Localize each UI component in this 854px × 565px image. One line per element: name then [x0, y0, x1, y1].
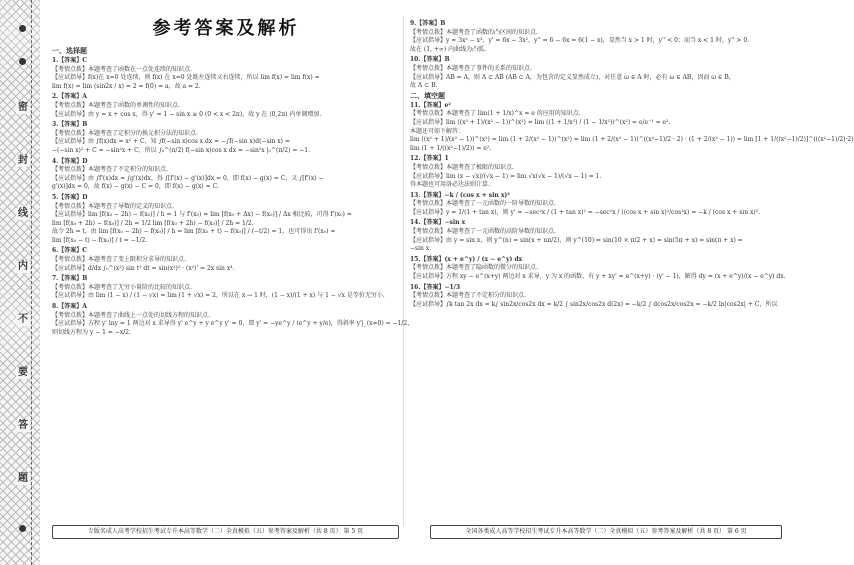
binding-char: 不 [18, 314, 28, 325]
text-line: g'(x)]dx = 0，故 f(x) − g(x) − C = 0，即 f(x) − g(x) = C. [52, 183, 219, 191]
binding-hole-dot [19, 525, 26, 532]
binding-margin [0, 0, 40, 565]
text-line: lim f(x) = lim (sin2x / x) = 2 = f(0) = a，故 a = 2. [52, 82, 201, 90]
answer-line: 15.【答案】(x + e^y) / (x − e^y) dx [410, 255, 523, 263]
text-line: 故 A ⊂ B. [410, 82, 438, 90]
explanation-line: 【应试指导】lim [f(x₀ − 2h) − f(x₀)] / h = 1 与 f'(x₀) = lim [f(x₀ + Δx) − f(x₀)] / Δx 相比较，可得 f'(x₀) = [52, 211, 352, 219]
answer-line: 12.【答案】1 [410, 155, 449, 163]
explanation-line: 【应试指导】y = 1/(1 + tan x)，则 y' = −sec²x / (1 + tan x)² = −sec²x / ((cos x + sin x)²/cos²x) = −k / (cos x + sin x)². [410, 208, 761, 216]
explanation-line: 【应试指导】由 lim (1 − x) / (1 − √x) = lim (1 + √x) = 2，所以在 x → 1 时，(1 − x)/(1 + x) 与 1 − √x 是等价无穷小. [52, 292, 385, 300]
binding-char: 要 [18, 367, 28, 378]
explanation-line: 【考情点拨】本题考查了函数的单调性的知识点. [52, 101, 180, 109]
answer-line: 1.【答案】C [52, 57, 88, 64]
answer-line: 16.【答案】−1/3 [410, 283, 461, 291]
column-divider [403, 16, 404, 526]
page-footer [430, 525, 782, 539]
section-heading: 二、填空题 [410, 90, 445, 100]
text-line: 则切线方程为 y − 1 = −x/2. [52, 328, 131, 336]
footer-text: 全国各类成人高等学校招生考试专升本高等数学（二）全真模拟（五）参考答案及解析（共 8 页） 第 6 页 [465, 528, 747, 535]
explanation-line: 【考情点拨】本题考查了一元函数的高阶导数的知识点. [410, 228, 556, 236]
binding-char: 答 [18, 420, 28, 431]
binding-char: 封 [18, 155, 28, 166]
page-footer [52, 525, 399, 539]
answer-line: 13.【答案】−k / (cos x + sin x)² [410, 191, 510, 199]
answer-line: 10.【答案】B [410, 56, 450, 64]
answer-line: 9.【答案】B [410, 20, 446, 27]
answer-list [410, 101, 854, 310]
binding-hole-dot [19, 25, 26, 32]
explanation-line: 【应试指导】由 y = sin x，则 y^(n) = sin(x + nπ/2)，则 y^(10) = sin(10 × π/2 + x) = sin(5π + x) = sin(π + x) = [410, 236, 743, 244]
answer-line: 3.【答案】B [52, 121, 88, 129]
explanation-line: 【考情点拨】本题考查了 lim(1 + 1/x)^x = e 的应用的知识点. [410, 110, 581, 118]
answer-list [52, 57, 414, 337]
text-line: 故令 2h = t，由 lim [f(x₀ − 2h) − f(x₀)] / h = lim [f(x₀ + t) − f(x₀)] / (−t/2) = 1，也可得出 f'(x₀) = [52, 228, 336, 236]
text-line: 本题还可如下解答： [410, 127, 465, 135]
explanation-line: 【考情点拨】本题考查了导数的定义的知识点. [52, 202, 174, 210]
explanation-line: 【应试指导】lim ((x² + 1)/(x² − 1))^(x²) = lim ((1 + 1/x²) / (1 − 1/x²))^(x²) = e/e⁻¹ = e². [410, 118, 671, 126]
right-column [410, 18, 854, 309]
section-heading: 一、选择题 [52, 46, 87, 55]
left-column [52, 18, 414, 337]
text-line: lim (1 + 1/((x²−1)/2)) = e². [410, 144, 492, 152]
seal-line [31, 0, 32, 565]
binding-hole-dot [19, 58, 26, 65]
page-title: 参考答案及解析 [152, 18, 300, 39]
explanation-line: 【应试指导】d/dx ∫₀^(x²) sin t² dt = sin(x²)² · (x²)' = 2x sin x⁴. [52, 264, 235, 272]
explanation-line: 【考情点拨】本题考查了函数的凸区间的知识点. [410, 28, 538, 36]
text-line: lim [f(x₀ − t) − f(x₀)] / t = −1/2. [52, 236, 148, 244]
text-line: −(−sin x)² + C = −sin²x + C，所以 ∫₀^(π/2) f(−sin x)cos x dx = −sin²x |₀^(π/2) = −1. [52, 146, 311, 154]
binding-char: 密 [18, 102, 28, 113]
explanation-line: 【考情点拨】本题考查了曲线上一点处的切线方程的知识点. [52, 311, 210, 319]
explanation-line: 【应试指导】由 ∫f'(x)dx = ∫g'(x)dx，得 ∫[f'(x) − g'(x)]dx = 0，即 f(x) − g(x) = C，又 ∫[f'(x) − [52, 174, 324, 182]
explanation-line: 【考情点拨】本题考查了无穷小量阶的比较的知识点. [52, 283, 192, 291]
explanation-line: 【应试指导】由 y = x + cos x，得 y' = 1 − sin x ≥ 0 (0 < x < 2π)，故 y 在 (0,2π) 内单调增加. [52, 110, 322, 118]
explanation-line: 【考情点拨】本题考查了函数在一点处连续的知识点. [52, 65, 192, 73]
binding-char: 题 [18, 473, 28, 484]
binding-char: 线 [18, 208, 28, 219]
explanation-line: 【考情点拨】本题考查了一元函数的一阶导数的知识点. [410, 200, 556, 208]
explanation-line: 【应试指导】方程 xy − e^(x+y) 两边对 x 求导，y 为 x 的函数，有 y + xy' = e^(x+y) · (y' − 1)，解得 dy = (x + e^y)/(x − e^y) dx. [410, 273, 786, 281]
explanation-line: 【应试指导】∫k tan 2x dx = k∫ sin2x/cos2x dx = k/2 ∫ sin2x/cos2x d(2x) = −k/2 ∫ dcos2x/cos2x = −k/2 ln|cos2x| + C，所以 [410, 300, 778, 308]
answer-line: 2.【答案】A [52, 93, 87, 101]
explanation-line: 【应试指导】AB = A，则 A ⊂ AB (AB ⊂ A，为包含的定义显然成立)，对任意 ω ∈ A 时，必有 ω ∈ AB，因而 ω ∈ B， [410, 73, 735, 81]
footer-text: 专版名成人高考学校招生考试专升本高等数学（二）全真模拟（五）参考答案及解析（共 8 页） 第 5 页 [87, 528, 364, 535]
answer-line: 11.【答案】e² [410, 101, 451, 109]
answer-line: 7.【答案】B [52, 275, 88, 283]
answer-line: 5.【答案】D [52, 193, 88, 201]
binding-char: 内 [18, 261, 28, 272]
explanation-line: 【考情点拨】本题考查了隐函数的微分的知识点. [410, 264, 538, 272]
answer-line: 8.【答案】A [52, 303, 87, 311]
explanation-line: 【考情点拨】本题考查了事件的关系的知识点. [410, 64, 532, 72]
answer-line: 14.【答案】−sin x [410, 219, 466, 227]
text-line: 得本题也可用洛必达法则计算. [410, 181, 490, 189]
explanation-line: 【考情点拨】本题考查了不定积分的知识点. [410, 292, 526, 300]
text-line: 故在 (1, +∞) 内曲线为凸弧. [410, 45, 487, 53]
text-line: lim [f(x₀ + 2h) − f(x₀)] / 2h = 1/2 lim [f(x₀ + 2h) − f(x₀)] / 2h = 1/2. [52, 219, 254, 227]
explanation-line: 【考情点拨】本题考查了定积分的换元积分法的知识点. [52, 129, 198, 137]
answer-line: 4.【答案】D [52, 157, 88, 165]
answer-list [410, 20, 782, 91]
explanation-line: 【考情点拨】本题考查了变上限积分求导的知识点. [52, 256, 186, 264]
explanation-line: 【考情点拨】本题考查了不定积分的知识点. [52, 166, 168, 174]
text-line: lim ((x² + 1)/(x² − 1))^(x²) = lim (1 + 2/(x² − 1))^(x²) = lim (1 + 2/(x² − 1))^((x²−1)/2 · 2) · (1 + 2/(x² − 1)) = lim [1 + 1/((x²−1)/2)]^(((x²−1)/2)·2) [410, 136, 854, 144]
text-line: −sin x. [410, 245, 432, 253]
explanation-line: 【考情点拨】本题考查了极限的知识点. [410, 163, 514, 171]
explanation-line: 【应试指导】方程 y' lny = 1 两边对 x 求导得 y' e^y + y e^y y' = 0，即 y' = −ye^y / (e^y + y/e)，得斜率 y'|_(x=0) = −1/2， [52, 320, 414, 328]
answer-line: 6.【答案】C [52, 247, 88, 255]
explanation-line: 【应试指导】lim (x − √x)/(√x − 1) = lim √x(√x − 1)/(√x − 1) = 1. [410, 172, 602, 180]
explanation-line: 【应试指导】y = 3x² − x³，y' = 6x − 3x²，y'' = 6 − 6x = 6(1 − x)，显然当 x > 1 时，y'' < 0；而当 x < 1 时，y'' > 0. [410, 37, 750, 45]
explanation-line: 【应试指导】由 ∫f(x)dx = x² + C，知 ∫f(−sin x)cos x dx = −∫f(−sin x)d(−sin x) = [52, 138, 290, 146]
explanation-line: 【应试指导】f(x)在 x=0 处连续，则 f(x) 在 x=0 处既左连续又右连续，所以 lim f(x) = lim f(x) = [52, 74, 320, 82]
